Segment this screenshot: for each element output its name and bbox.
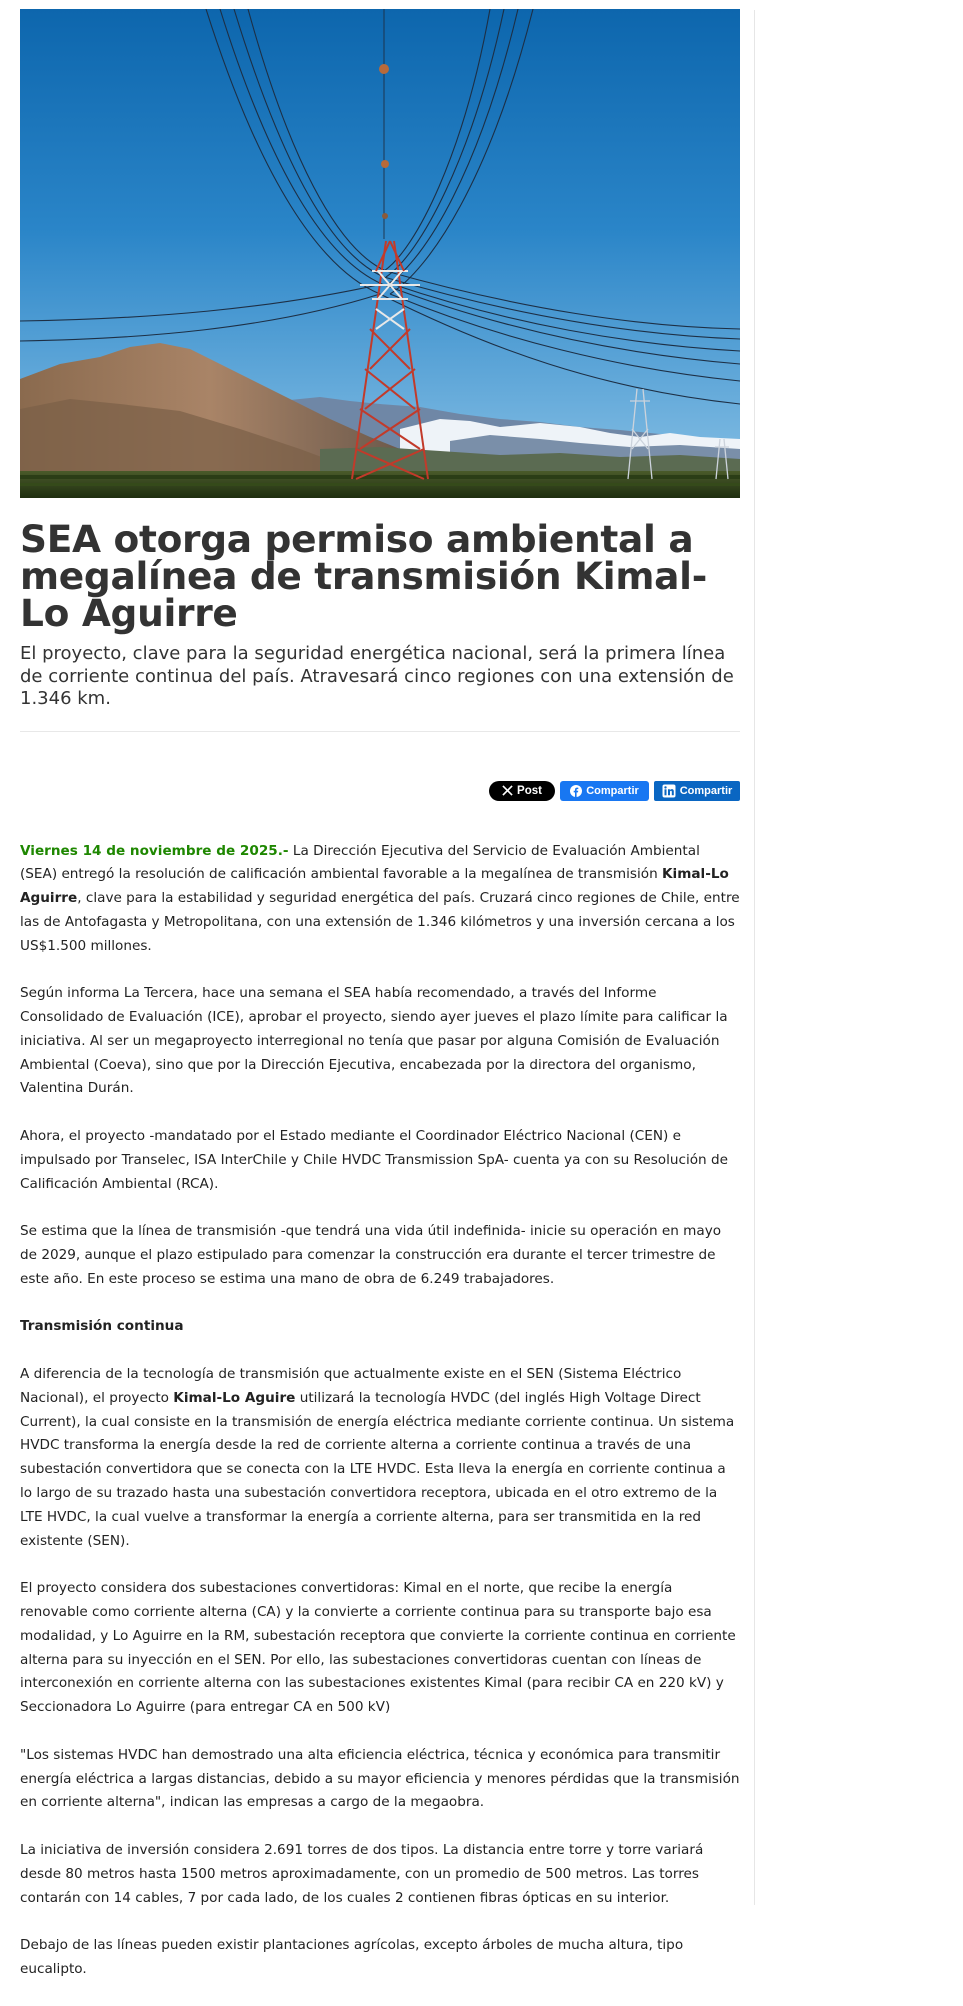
article-subtitle: El proyecto, clave para la seguridad energética nacional, será la primera línea de corriente continua del país. Atravesará cinco regiones con una extensión de 1.346 km. [20, 643, 734, 709]
divider [20, 731, 740, 732]
hero-image [20, 9, 740, 498]
paragraph-1-text-a: La Dirección Ejecutiva del Servicio de Evaluación Ambiental (SEA) entregó la resolución de calificación ambiental favorable a la megalínea de transmisión [20, 842, 700, 883]
paragraph-5-text-b: utilizará la tecnología HVDC (del inglés High Voltage Direct Current), la cual consiste en la transmisión de energía eléctrica mediante corriente continua. Un sistema HVDC transforma la energía desde la red de corriente alterna a corriente continua a través de una subestación convertidora que se conecta con la LTE HVDC. Esta lleva la energía en corriente continua a lo largo de su trazado hasta una subestación convertidora receptora, ubicada en el otro extremo de la LTE HVDC, la cual vuelve a transformar la energía a corriente alterna, para ser transmitida en la red existente (SEN). [20, 1389, 735, 1549]
paragraph-4: Se estima que la línea de transmisión -que tendrá una vida útil indefinida- inicie su operación en mayo de 2029, aunque el plazo estipulado para comenzar la construcción era durante el tercer trimestre de este año. En este proceso se estima una mano de obra de 6.249 trabajadores. [20, 1223, 722, 1287]
paragraph-2: Según informa La Tercera, hace una semana el SEA había recomendado, a través del Informe Consolidado de Evaluación (ICE), aprobar el proyecto, siendo ayer jueves el plazo límite para calificar la iniciativa. Al ser un megaproyecto interregional no tenía que pasar por alguna Comisión de Evaluación Ambiental (Coeva), sino que por la Dirección Ejecutiva, encabezada por la directora del organismo, Valentina Durán. [20, 985, 728, 1097]
linkedin-icon [662, 784, 676, 798]
linkedin-share-button[interactable] [654, 781, 740, 801]
article [20, 9, 740, 2006]
article-title: SEA otorga permiso ambiental a megalínea de transmisión Kimal-Lo Aguirre [20, 517, 707, 635]
article-body [20, 840, 740, 1982]
paragraph-9: Debajo de las líneas pueden existir plantaciones agrícolas, excepto árboles de mucha altura, tipo eucalipto. [20, 1937, 684, 1977]
linkedin-share-label: Compartir [679, 784, 733, 797]
paragraph-1 [20, 840, 740, 959]
share-bar [20, 780, 740, 802]
paragraph-5-text-a: A diferencia de la tecnología de transmisión que actualmente existe en el SEN (Sistema Eléctrico Nacional), el proyecto [20, 1366, 682, 1406]
section-subheading [20, 1315, 740, 1339]
project-name-bold: Kimal-Lo Aguirre [20, 866, 729, 907]
project-name-bold-2: Kimal-Lo Aguire [173, 1389, 296, 1406]
x-icon [502, 785, 513, 796]
sidebar-divider [754, 10, 755, 1905]
facebook-icon [570, 785, 582, 797]
facebook-share-label: Compartir [586, 784, 639, 797]
paragraph-1-text-b: , clave para la estabilidad y seguridad energética del país. Cruzará cinco regiones de Chile, entre las de Antofagasta y Metropolitana, con una extensión de 1.346 kilómetros y una inversión cercana a los US$1.500 millones. [20, 890, 740, 954]
paragraph-6: El proyecto considera dos subestaciones convertidoras: Kimal en el norte, que recibe la energía renovable como corriente alterna (CA) y la convierte a corriente continua para su transporte bajo esa modalidad, y Lo Aguirre en la RM, subestación receptora que convierte la corriente continua en corriente alterna para su inyección en el SEN. Por ello, las subestaciones convertidoras cuentan con líneas de interconexión en corriente alterna con las subestaciones existentes Kimal (para recibir CA en 220 kV) y Seccionadora Lo Aguirre (para entregar CA en 500 kV) [20, 1580, 736, 1716]
paragraph-8: La iniciativa de inversión considera 2.691 torres de dos tipos. La distancia entre torre y torre variará desde 80 metros hasta 1500 metros aproximadamente, con un promedio de 500 metros. Las torres contarán con 14 cables, 7 por cada lado, de los cuales 2 contienen fibras ópticas en su interior. [20, 1841, 704, 1906]
paragraph-5 [20, 1363, 740, 1553]
dateline: Viernes 14 de noviembre de 2025.- [20, 842, 289, 859]
subheading-text: Transmisión continua [20, 1318, 184, 1335]
paragraph-7: "Los sistemas HVDC han demostrado una alta eficiencia eléctrica, técnica y económica para transmitir energía eléctrica a largas distancias, debido a su mayor eficiencia y menores pérdidas que la transmisión en corriente alterna", indican las empresas a cargo de la megaobra. [20, 1746, 740, 1811]
x-post-label: Post [517, 784, 542, 797]
facebook-share-button[interactable] [560, 781, 649, 801]
paragraph-3: Ahora, el proyecto -mandatado por el Estado mediante el Coordinador Eléctrico Nacional (CEN) e impulsado por Transelec, ISA InterChile y Chile HVDC Transmission SpA- cuenta ya con su Resolución de Calificación Ambiental (RCA). [20, 1128, 728, 1192]
x-post-button[interactable] [489, 781, 555, 801]
